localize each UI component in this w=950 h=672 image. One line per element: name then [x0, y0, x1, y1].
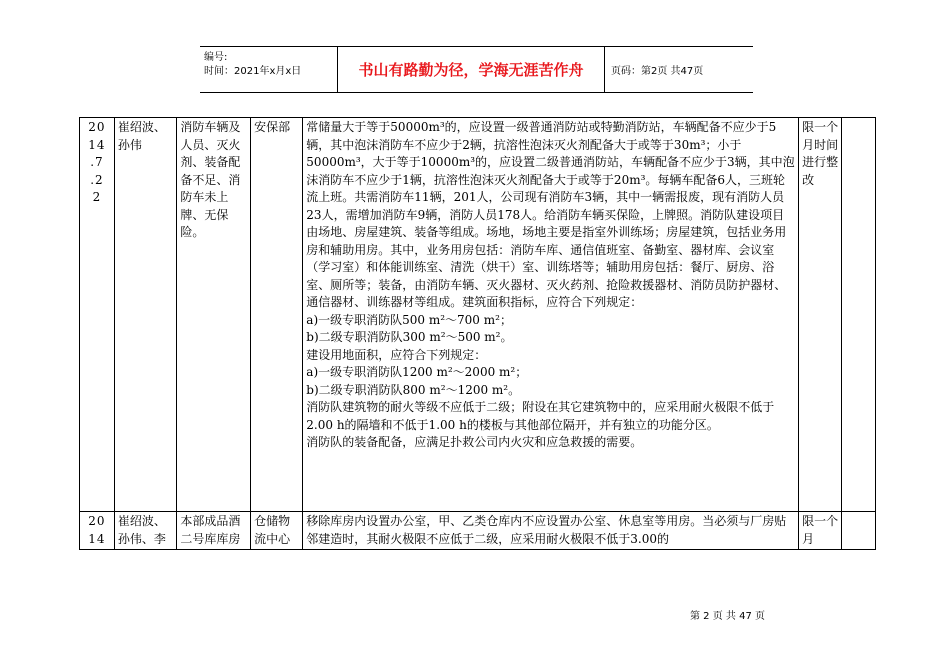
- content-paragraph: a)一级专职消防队500 m²～700 m²；: [306, 312, 512, 327]
- page-footer: 第 2 页 共 47 页: [690, 611, 765, 622]
- content-cell: [303, 512, 799, 550]
- number-label: 编号:: [204, 52, 228, 63]
- blank-cell: [842, 118, 876, 512]
- date-cell: [80, 118, 115, 512]
- date-line: 2: [92, 190, 102, 204]
- department-cell: 仓储物流中心: [251, 512, 303, 550]
- date-line: .7: [90, 155, 104, 169]
- content-paragraph: 常储量大于等于50000m³的，应设置一级普通消防站或特勤消防站，车辆配备不应少于5辆，其中泡沫消防车不应少于2辆，抗溶性泡沫灭火剂配备大于或等于30m³；小于50000m³，大于等于10000m³的，应设置二级普通消防站，车辆配备不应少于3辆，其中泡沫消防车不应少于1辆，抗溶性泡沫灭火剂配备大于或等于20m³。每辆车配备6人，三班轮流上班。共需消防车11辆，201人，公司现有消防车3辆，其中一辆需报废，现有消防人员23人，需增加消防车9辆，消防人员178人。给消防车辆买保险，上牌照。消防队建设项目由场地、房屋建筑、装备等组成。场地，场地主要是指室外训练场；房屋建筑，包括业务用房和辅助用房。其中，业务用房包括：消防车库、通信值班室、备勤室、器材库、会议室（学习室）和体能训练室、清洗（烘干）室、训练塔等；辅助用房包括：餐厅、厨房、浴室、厕所等；装备，由消防车辆、灭火器材、灭火药剂、抢险救援器材、消防员防护器材、通信器材、训练器材等组成。建筑面积指标，应符合下列规定：: [306, 120, 795, 309]
- issue-cell: 消防车辆及人员、灭火剂、装备配备不足、消防车未上牌、无保险。: [177, 118, 251, 512]
- header-page-info: 页码：第2页 共47页: [611, 66, 704, 77]
- responsible-cell: 崔绍波、孙伟、李: [114, 512, 176, 550]
- date-line: 14: [88, 531, 106, 546]
- content-paragraph: 消防队建筑物的耐火等级不应低于二级；附设在其它建筑物中的，应采用耐火极限不低于2.00 h的隔墙和不低于1.00 h的楼板与其他部位隔开，并有独立的功能分区。: [306, 400, 775, 432]
- header-meta: [200, 47, 337, 92]
- deadline-cell: 限一个月: [799, 512, 842, 550]
- content-paragraph: 移除库房内设置办公室，甲、乙类仓库内不应设置办公室、休息室等用房。当必须与厂房贴邻建造时，其耐火极限不应低于二级，应采用耐火极限不低于3.00的: [306, 514, 787, 546]
- date-cell: [80, 512, 115, 550]
- header-motto: 书山有路勤为径，学海无涯苦作舟: [337, 47, 605, 92]
- content-paragraph: a)一级专职消防队1200 m²～2000 m²；: [306, 365, 528, 379]
- content-paragraph: 建设用地面积，应符合下列规定：: [306, 347, 487, 362]
- content-cell: [303, 118, 799, 512]
- date-line: 14: [88, 137, 106, 152]
- page-header: [200, 46, 753, 93]
- department-cell: 安保部: [251, 118, 303, 512]
- content-paragraph: 消防队的装备配备，应满足扑救公司内火灾和应急救援的需要。: [306, 435, 643, 449]
- blank-cell: [842, 512, 876, 550]
- time-label: 时间：2021年x月x日: [204, 66, 302, 77]
- date-line: 20: [88, 120, 106, 134]
- issue-cell: 本部成品酒二号库库房: [177, 512, 251, 550]
- rectification-table: [79, 117, 876, 550]
- date-line: 20: [88, 514, 106, 528]
- table-row: [80, 118, 876, 512]
- content-paragraph: b)二级专职消防队800 m²～1200 m²。: [306, 382, 521, 397]
- content-paragraph: b)二级专职消防队300 m²～500 m²。: [306, 330, 513, 344]
- table-row: [80, 512, 876, 550]
- deadline-cell: 限一个月时间进行整改: [799, 118, 842, 512]
- responsible-cell: 崔绍波、孙伟: [114, 118, 176, 512]
- date-line: .2: [90, 172, 104, 187]
